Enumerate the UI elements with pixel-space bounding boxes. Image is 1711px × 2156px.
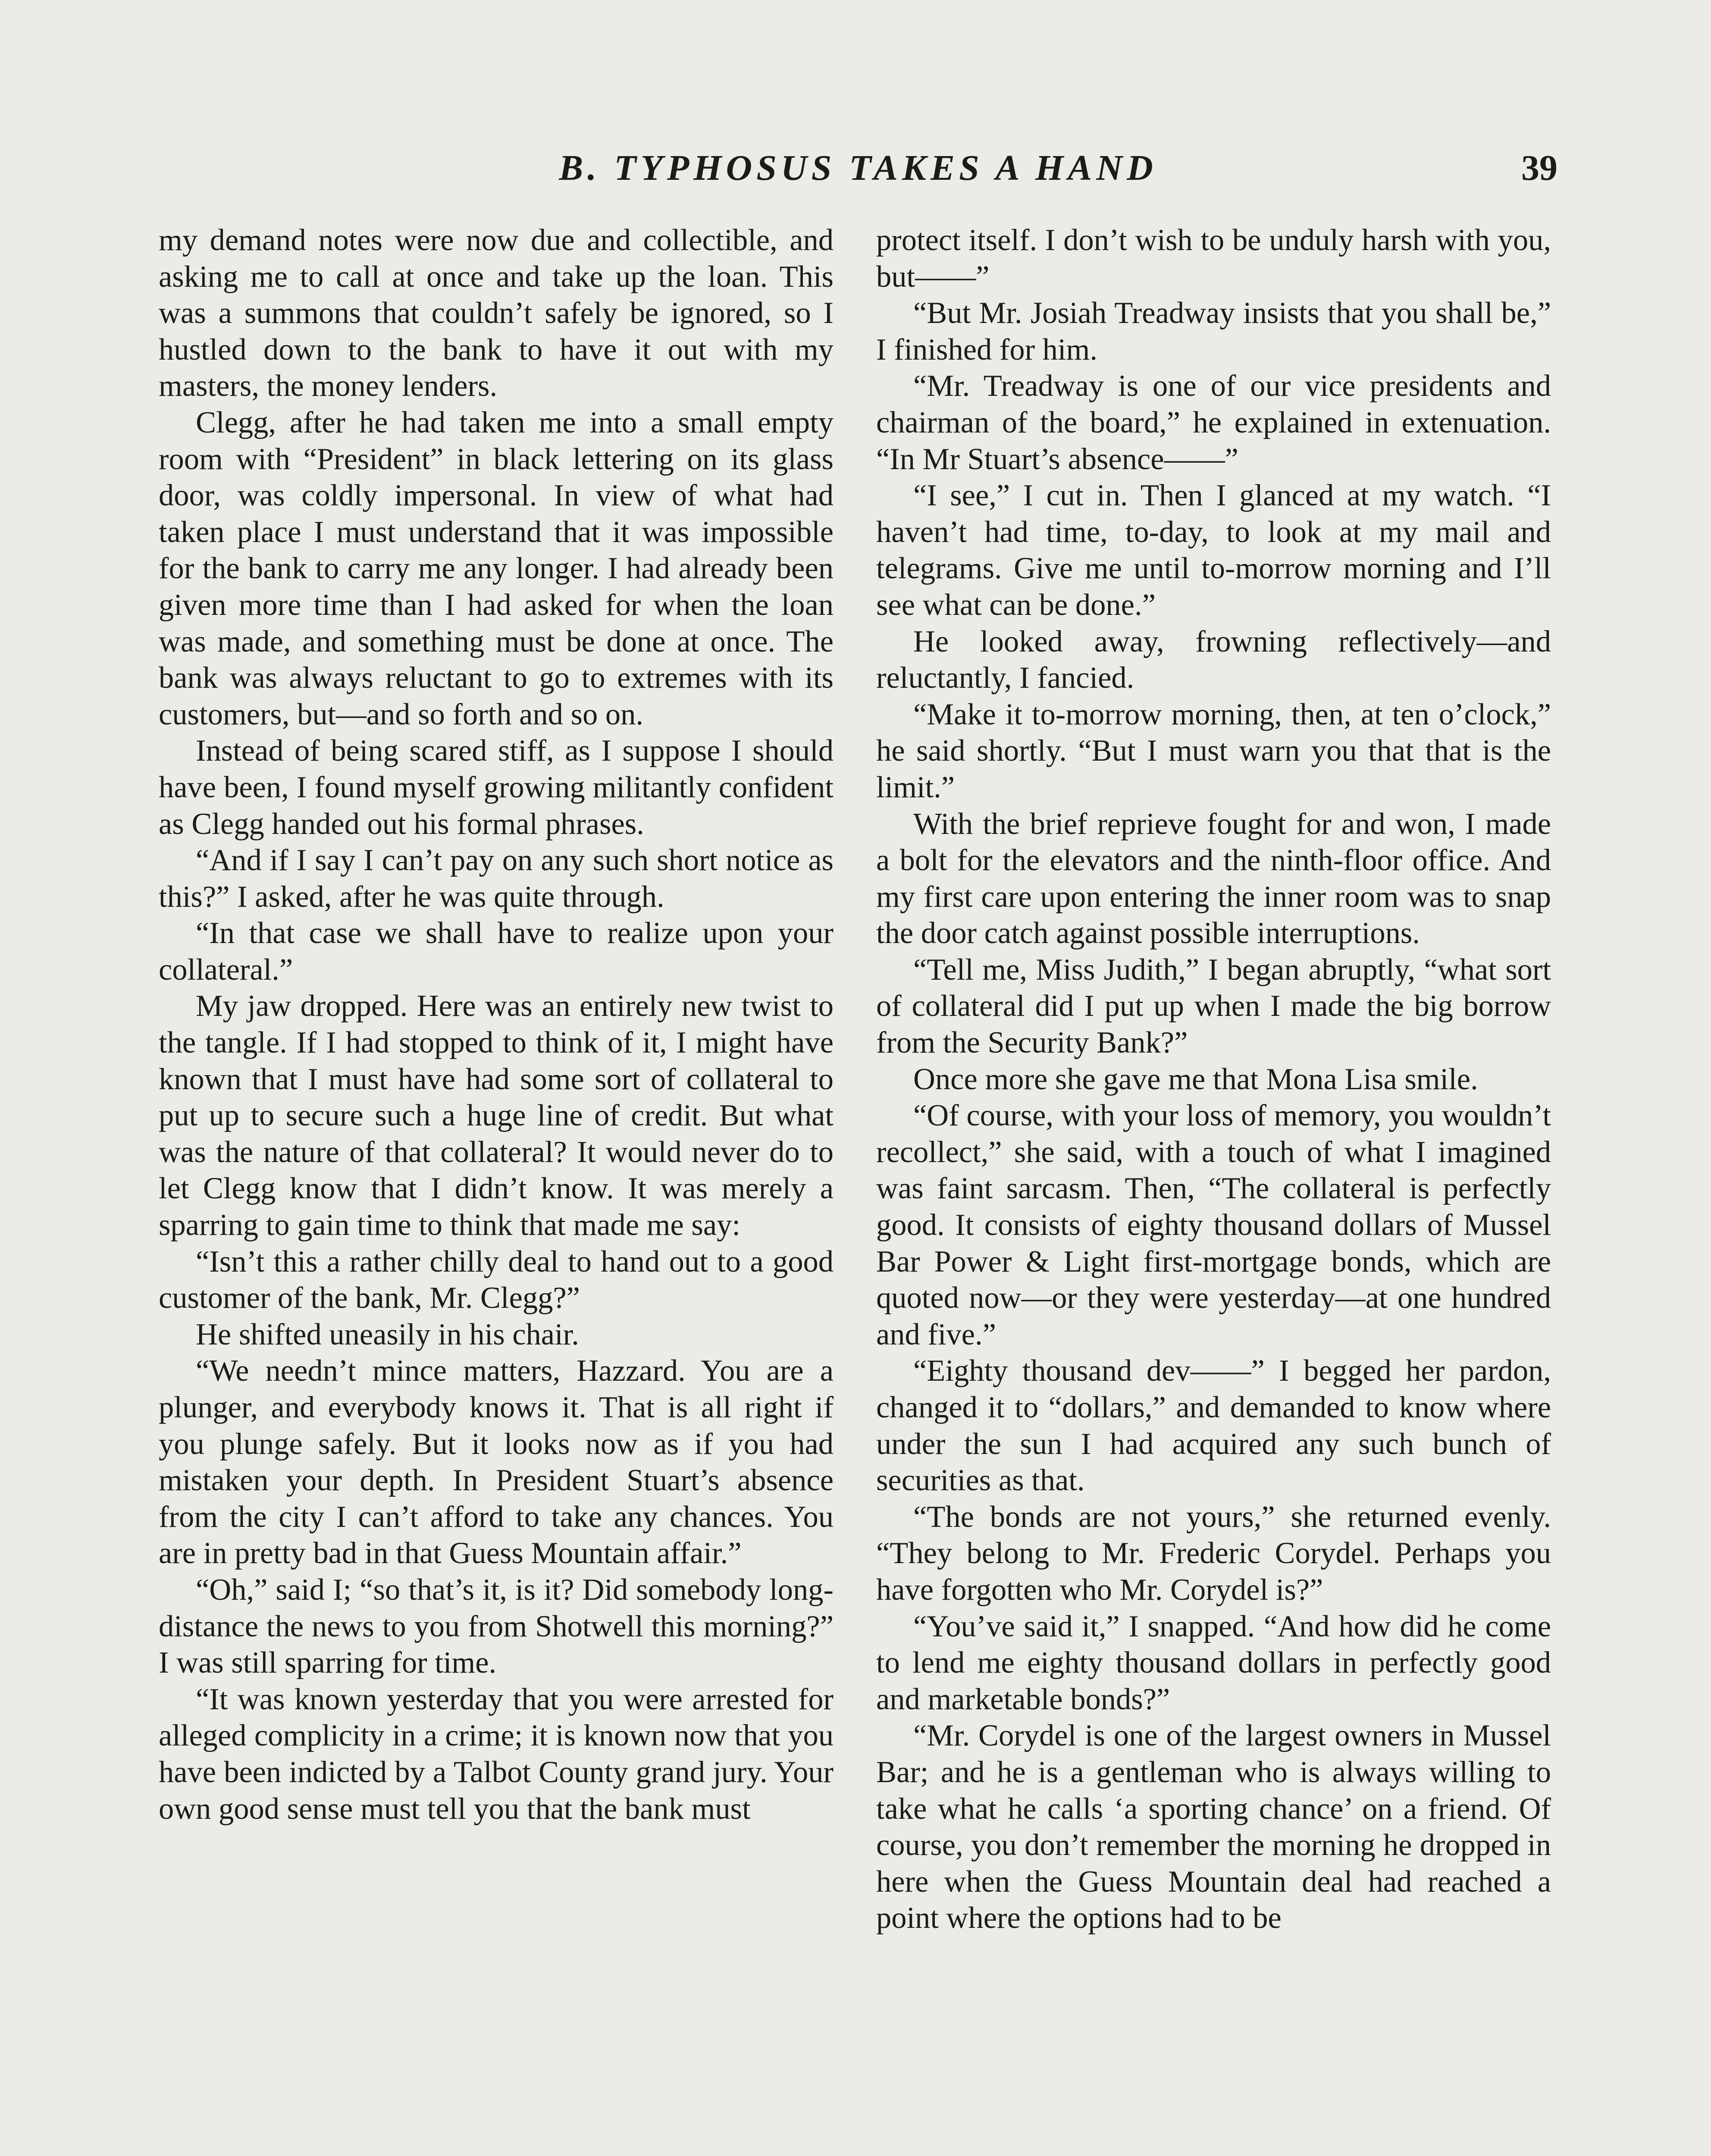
paragraph: “It was known yesterday that you were arrested for alleged complicity in a crime; it is known now that you have been indicted by a Talbot County grand jury. Your own good sense must tell you that the bank must <box>159 1682 834 1826</box>
running-title: B. TYPHOSUS TAKES A HAND <box>559 148 1157 188</box>
paragraph: “Eighty thousand dev——” I begged her pardon, changed it to “dollars,” and demanded to know where under the sun I had acquired any such bunch of securities as that. <box>876 1354 1551 1498</box>
paragraph: Instead of being scared stiff, as I suppose I should have been, I found myself growing militantly confident as Clegg handed out his formal phrases. <box>159 734 834 841</box>
paragraph: “Tell me, Miss Judith,” I began abruptly, “what sort of collateral did I put up when I made the big borrow from the Security Bank?” <box>876 953 1551 1060</box>
paragraph: “But Mr. Josiah Treadway insists that you shall be,” I finished for him. <box>876 296 1551 367</box>
paragraph: He shifted uneasily in his chair. <box>196 1317 579 1351</box>
paragraph: “The bonds are not yours,” she returned evenly. “They belong to Mr. Frederic Corydel. Perhaps you have forgotten who Mr. Corydel is?” <box>876 1500 1551 1607</box>
paragraph: protect itself. I don’t wish to be unduly harsh with you, but——” <box>876 223 1551 294</box>
paragraph: Clegg, after he had taken me into a small empty room with “President” in black lettering on its glass door, was coldly impersonal. In view of what had taken place I must understand that it was impossible for the bank to carry me any longer. I had already been given more time than I had asked for when the loan was made, and something must be done at once. The bank was always reluctant to go to extremes with its customers, but—and so forth and so on. <box>159 405 834 731</box>
left-column <box>159 222 834 1827</box>
paragraph: “And if I say I can’t pay on any such short notice as this?” I asked, after he was quite through. <box>159 843 834 914</box>
paragraph: “Mr. Corydel is one of the largest owners in Mussel Bar; and he is a gentleman who is always willing to take what he calls ‘a sporting chance’ on a friend. Of course, you don’t remember the morning he dropped in here when the Guess Mountain deal had reached a point where the options had to be <box>876 1719 1551 1935</box>
paragraph: “Mr. Treadway is one of our vice presidents and chairman of the board,” he explained in extenuation. “In Mr Stuart’s absence——” <box>876 369 1551 476</box>
page-header <box>159 142 1557 194</box>
paragraph: my demand notes were now due and collectible, and asking me to call at once and take up the loan. This was a summons that couldn’t safely be ignored, so I hustled down to the bank to have it out with my masters, the money lenders. <box>159 223 834 403</box>
paragraph: “In that case we shall have to realize upon your collateral.” <box>159 916 834 987</box>
paragraph: With the brief reprieve fought for and won, I made a bolt for the elevators and the ninth-floor office. And my first care upon entering the inner room was to snap the door catch against possible interruptions. <box>876 807 1551 950</box>
paragraph: Once more she gave me that Mona Lisa smile. <box>913 1062 1478 1096</box>
page-number: 39 <box>1521 148 1557 188</box>
paragraph: “Of course, with your loss of memory, you wouldn’t recollect,” she said, with a touch of what I imagined was faint sarcasm. Then, “The collateral is perfectly good. It consists of eighty thousand dollars of Mussel Bar Power & Light first-mortgage bonds, which are quoted now—or they were yesterday—at one hundred and five.” <box>876 1099 1551 1351</box>
paragraph: “I see,” I cut in. Then I glanced at my watch. “I haven’t had time, to-day, to look at my mail and telegrams. Give me until to-morrow morning and I’ll see what can be done.” <box>876 479 1551 622</box>
paragraph: He looked away, frowning reflectively—and reluctantly, I fancied. <box>876 624 1551 695</box>
paragraph: “We needn’t mince matters, Hazzard. You are a plunger, and everybody knows it. That is all right if you plunge safely. But it looks now as if you had mistaken your depth. In President Stuart’s absence from the city I can’t afford to take any chances. You are in pretty bad in that Guess Mountain affair.” <box>159 1354 834 1570</box>
paragraph: “Isn’t this a rather chilly deal to hand out to a good customer of the bank, Mr. Clegg?” <box>159 1244 834 1315</box>
paragraph: My jaw dropped. Here was an entirely new twist to the tangle. If I had stopped to think of it, I might have known that I must have had some sort of collateral to put up to secure such a huge line of credit. But what was the nature of that collateral? It would never do to let Clegg know that I didn’t know. It was merely a sparring to gain time to think that made me say: <box>159 989 834 1242</box>
paragraph: “Make it to-morrow morning, then, at ten o’clock,” he said shortly. “But I must warn you that that is the limit.” <box>876 697 1551 804</box>
paragraph: “You’ve said it,” I snapped. “And how did he come to lend me eighty thousand dollars in perfectly good and marketable bonds?” <box>876 1609 1551 1716</box>
right-column <box>876 222 1551 1937</box>
paragraph: “Oh,” said I; “so that’s it, is it? Did somebody long-distance the news to you from Shotwell this morning?” I was still sparring for time. <box>159 1573 834 1680</box>
